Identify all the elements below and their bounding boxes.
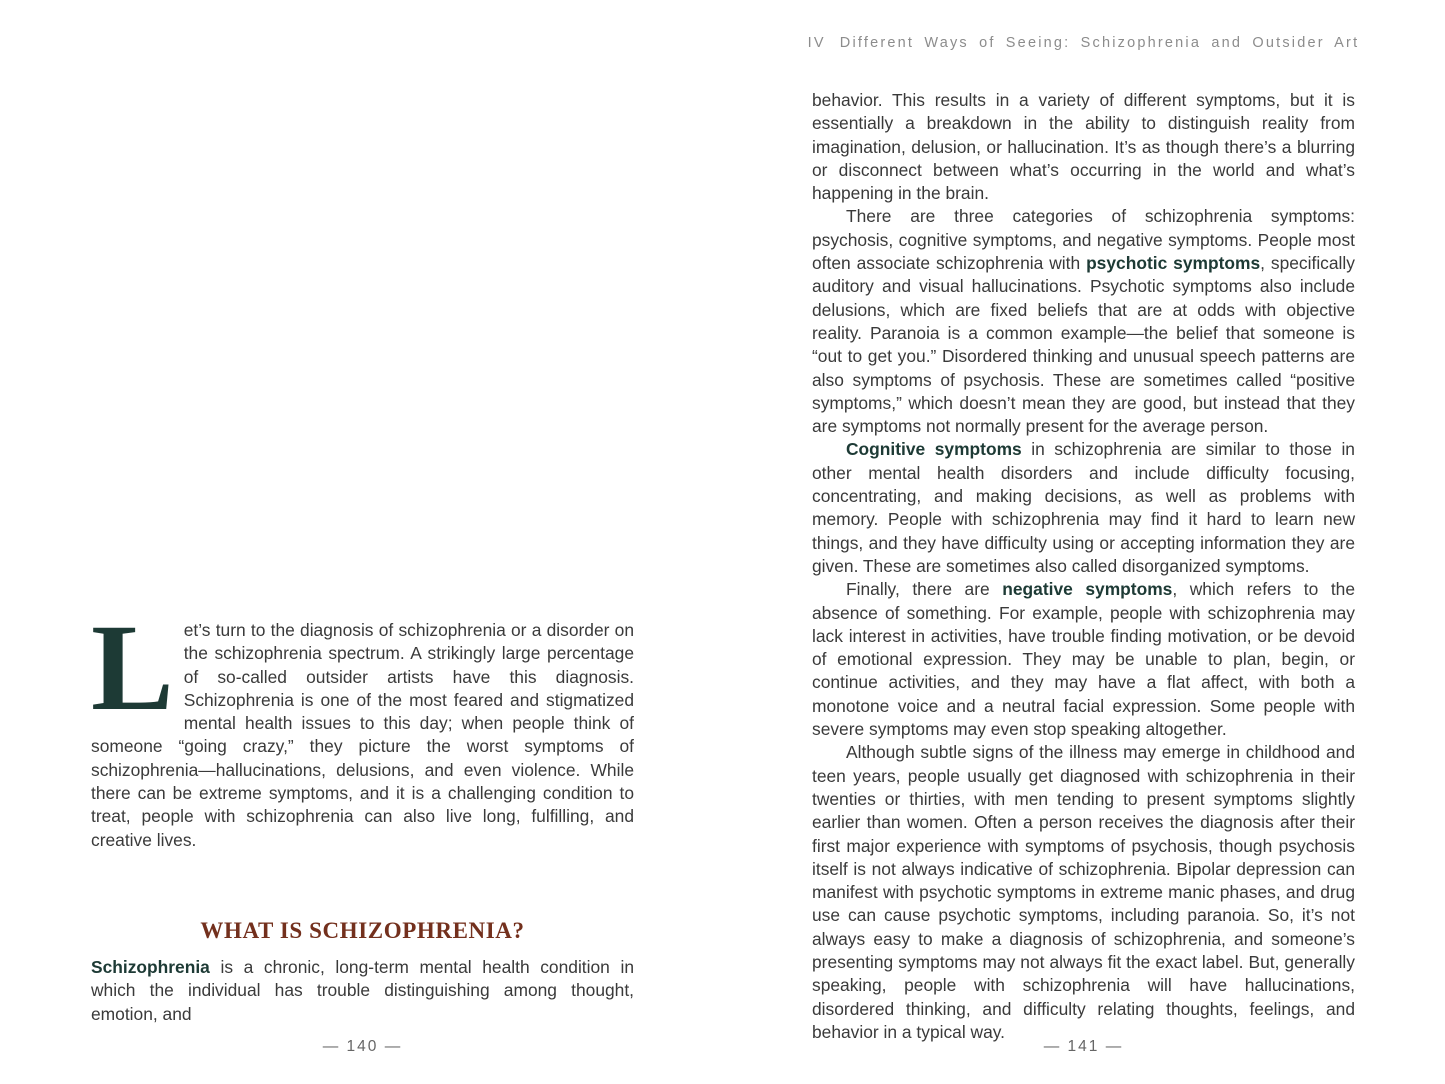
key-term: psychotic symptoms (1086, 253, 1261, 274)
definition-paragraph (91, 956, 634, 1026)
text-segment: behavior. This results in a variety of different symptoms, but it is essentially a breakdown in the ability to distinguish reality from imagination, delusion, or hallucination. It’s as though there’s a blurring or disconnect between what’s occurring in the world and what’s happening in the brain. (812, 90, 1355, 204)
key-term: negative symptoms (1002, 579, 1173, 600)
opening-paragraph (91, 599, 634, 852)
paragraph (812, 89, 1355, 205)
drop-cap: L (91, 599, 174, 736)
section-heading: WHAT IS SCHIZOPHRENIA? (200, 918, 525, 943)
text-segment: Finally, there are (846, 579, 1003, 600)
page-141 (807, 0, 1360, 1084)
paragraph (812, 438, 1355, 578)
page-140 (91, 0, 634, 1084)
text-segment: , specifically auditory and visual hallucinations. Psychotic symptoms also include delusions, which are fixed beliefs that are at odds with objective reality. Paranoia is a common example—the belief that someone is “out to get you.” Disordered thinking and unusual speech patterns are also symptoms of psychosis. These are sometimes called “positive symptoms,” which doesn’t mean they are good, but instead that they are symptoms not normally present for the average person. (812, 253, 1355, 437)
chapter-number: IV (807, 35, 826, 51)
key-term: Cognitive symptoms (846, 439, 1022, 460)
page-number-left: — 140 — (322, 1038, 403, 1055)
paragraph (812, 741, 1355, 1044)
body-text (812, 89, 1355, 1044)
text-segment: et’s turn to the diagnosis of schizophrenia or a disorder on the schizophrenia spectrum. A strikingly large percentage of so-called outsider artists have this diagnosis. Schizophrenia is one of the most feared and stigmatized mental health issues to this day; when people think of someone “going crazy,” they picture the worst symptoms of schizophrenia—hallucinations, delusions, and even violence. While there can be extreme symptoms, and it is a challenging condition to treat, people with schizophrenia can also live long, fulfilling, and creative lives. (91, 620, 634, 850)
text-segment: , which refers to the absence of something. For example, people with schizophrenia may lack interest in activities, have trouble finding motivation, or be devoid of emotional expression. They may be unable to plan, begin, or continue activities, and they may have a flat affect, with both a monotone voice and a neutral facial expression. Some people with severe symptoms may even stop speaking altogether. (812, 579, 1355, 740)
page-number-right: — 141 — (1043, 1038, 1124, 1055)
running-header (772, 35, 1395, 51)
text-segment: There are three categories of schizophrenia symptoms: psychosis, cognitive symptoms, and negative symptoms. People most often associate schizophrenia with (812, 206, 1355, 274)
text-segment: in schizophrenia are similar to those in other mental health disorders and include difficulty focusing, concentrating, and making decisions, as well as problems with memory. People with schizophrenia may find it hard to learn new things, and they have difficulty using or accepting information they are given. These are sometimes also called disorganized symptoms. (812, 439, 1355, 576)
text-segment: is a chronic, long-term mental health condition in which the individual has trouble distinguishing among thought, emotion, and (91, 957, 634, 1024)
paragraph (812, 578, 1355, 741)
paragraph (812, 205, 1355, 438)
chapter-title: Different Ways of Seeing: Schizophrenia and Outsider Art (839, 35, 1360, 51)
key-term: Schizophrenia (91, 957, 210, 977)
text-segment: Although subtle signs of the illness may emerge in childhood and teen years, people usually get diagnosed with schizophrenia in their twenties or thirties, with men tending to present symptoms slightly earlier than women. Often a person receives the diagnosis after their first major experience with symptoms of psychosis, though psychosis itself is not always indicative of schizophrenia. Bipolar depression can manifest with psychotic symptoms in extreme manic phases, and drug use can cause psychotic symptoms, including paranoia. So, it’s not always easy to make a diagnosis of schizophrenia, and someone’s presenting symptoms may not always fit the exact label. But, generally speaking, people with schizophrenia will have hallucinations, disordered thinking, and difficulty relating thoughts, feelings, and behavior in a typical way. (812, 742, 1355, 1042)
